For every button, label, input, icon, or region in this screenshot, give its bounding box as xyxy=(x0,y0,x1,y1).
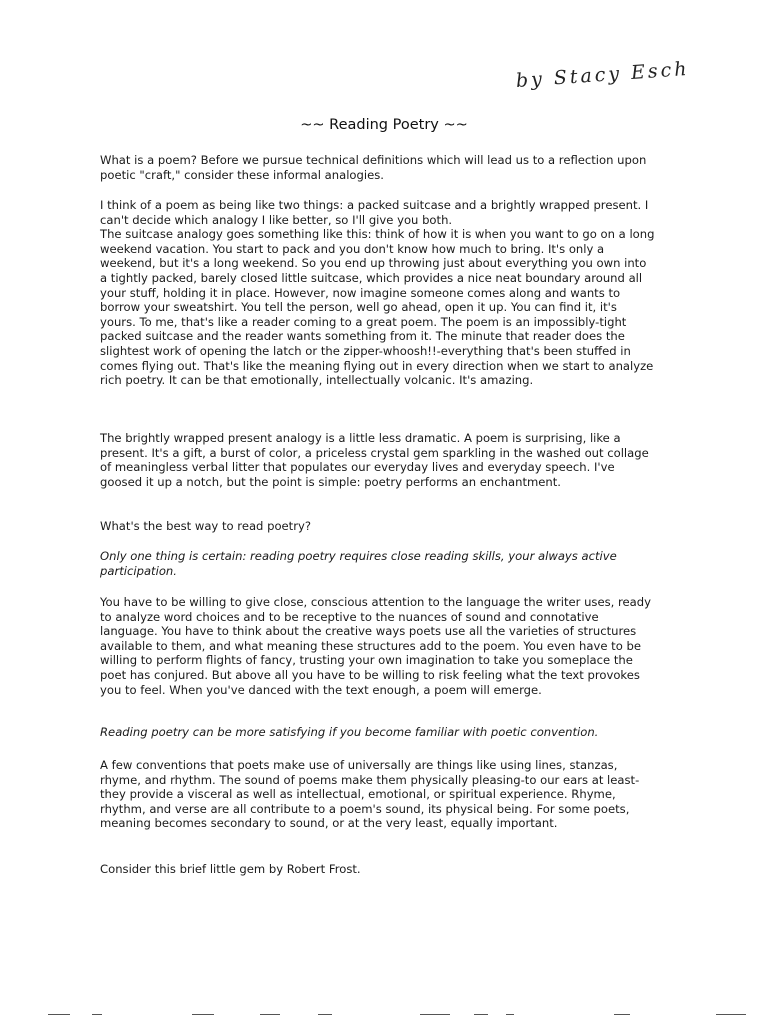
paragraph-text: I think of a poem as being like two things: a packed suitcase and a brightly wrapped present. I can't decide which analogy I like better, so I'll give you both. xyxy=(100,198,649,227)
page-title: ~~ Reading Poetry ~~ xyxy=(300,117,468,133)
paragraph-question xyxy=(100,519,656,534)
paragraph-text: You have to be willing to give close, conscious attention to the language the writer uses, ready to analyze word choices and to be receptive to the nuances of sound and connotative language. You have to think about the creative ways poets use all the varieties of structures available to them, and what meaning these structures add to the poem. You even have to be willing to perform flights of fancy, trusting your own imagination to take you someplace the poet has conjured. But above all you have to be willing to risk feeling what the text provokes you to feel. When you've danced with the text enough, a poem will emerge. xyxy=(100,595,651,697)
paragraph-italic-convention xyxy=(100,725,656,740)
paragraph-text: Consider this brief little gem by Robert Frost. xyxy=(100,862,361,876)
author-signature: by Stacy Esch xyxy=(515,57,691,92)
scan-edge-marks xyxy=(0,1014,768,1018)
paragraph-text: The brightly wrapped present analogy is a little less dramatic. A poem is surprising, like a present. It's a gift, a burst of color, a priceless crystal gem sparkling in the washed out collage of meaningless verbal litter that populates our everyday lives and everyday speech. I've goosed it up a notch, but the point is simple: poetry performs an enchantment. xyxy=(100,431,649,489)
paragraph-suitcase-analogy xyxy=(100,198,656,388)
paragraph-close-reading xyxy=(100,595,656,697)
paragraph-text: A few conventions that poets make use of universally are things like using lines, stanzas, rhyme, and rhythm. The sound of poems make them physically pleasing-to our ears at least-they provide a visceral as well as intellectual, emotional, or spiritual experience. Rhyme, rhythm, and verse are all contribute to a poem's sound, its physical being. For some poets, meaning becomes secondary to sound, or at the very least, equally important. xyxy=(100,758,640,831)
paragraph-conventions xyxy=(100,758,656,831)
paragraph-text: What is a poem? Before we pursue technical definitions which will lead us to a reflection upon poetic "craft," consider these informal analogies. xyxy=(100,153,647,182)
paragraph-text: The suitcase analogy goes something like this: think of how it is when you want to go on a long weekend vacation. You start to pack and you don't know how much to bring. It's only a weekend, but it's a long weekend. So you end up throwing just about everything you own into a tightly packed, barely closed little suitcase, which provides a nice neat boundary around all your stuff, holding it in place. However, now imagine someone comes along and wants to borrow your sweatshirt. You tell the person, well go ahead, open it up. You can find it, it's yours. To me, that's like a reader coming to a great poem. The poem is an impossibly-tight packed suitcase and the reader wants something from it. The minute that reader does the slightest work of opening the latch or the zipper-whoosh!!-everything that's been stuffed in comes flying out. That's like the meaning flying out in every direction when we start to analyze rich poetry. It can be that emotionally, intellectually volcanic. It's amazing. xyxy=(100,227,655,388)
paragraph-italic-certainty xyxy=(100,549,656,578)
paragraph-intro xyxy=(100,153,656,182)
paragraph-text: Reading poetry can be more satisfying if you become familiar with poetic convention. xyxy=(100,725,599,739)
paragraph-text: What's the best way to read poetry? xyxy=(100,519,312,533)
paragraph-present-analogy xyxy=(100,431,656,489)
paragraph-text: Only one thing is certain: reading poetry requires close reading skills, your always active participation. xyxy=(100,549,617,578)
paragraph-frost-intro xyxy=(100,862,656,877)
